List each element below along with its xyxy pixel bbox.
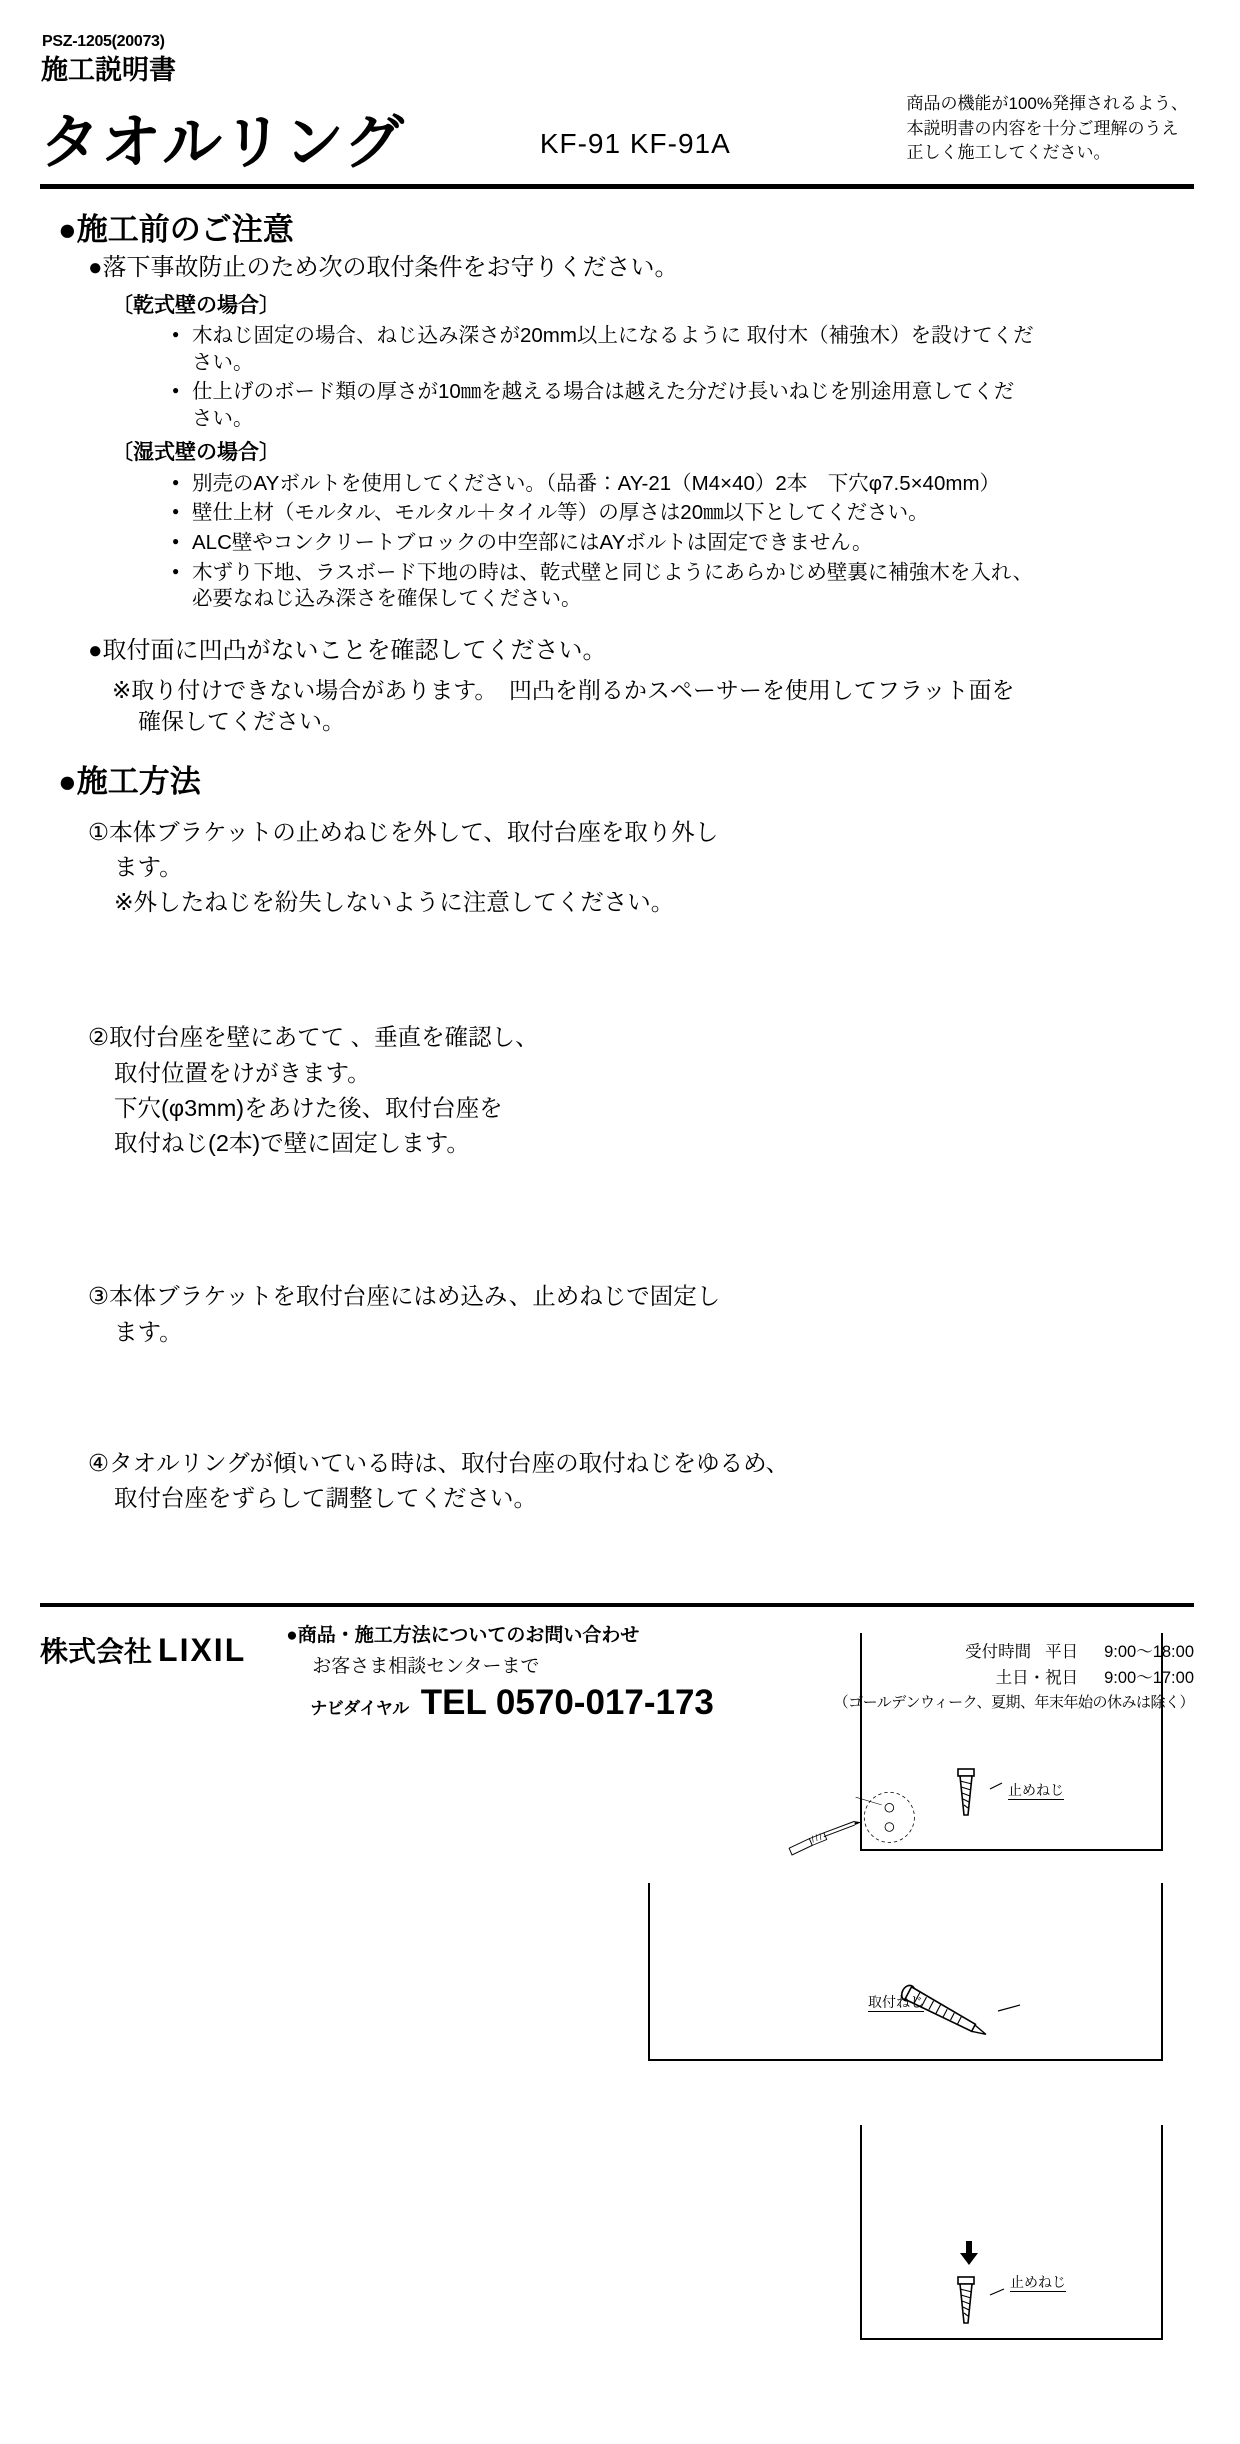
figure-label-mount-screw: 取付ねじ <box>868 1993 924 2010</box>
company-name: LIXIL <box>158 1632 247 1668</box>
step-1-line-1: ①本体ブラケットの止めねじを外して、取付台座を取り外し <box>88 818 719 845</box>
step-4-line-1: ④タオルリングが傾いている時は、取付台座の取付ねじをゆるめ、 <box>88 1449 790 1476</box>
header-note <box>907 92 1188 166</box>
flat-note-line-2: 確保してください。 <box>138 708 345 735</box>
page-title: タオルリング <box>40 108 405 176</box>
wet-item-1-line-1: 別売のAYボルトを使用してください。（品番：AY-21（M4×40）2本 下穴φ7.5×40mm） <box>192 471 1001 495</box>
navi-dial-label: ナビダイヤル <box>310 1699 409 1719</box>
step-4 <box>88 1446 868 1517</box>
figure-step-2-frame <box>648 1883 1163 2061</box>
contact-subtext: お客さま相談センターまで <box>312 1655 540 1677</box>
hours-weekday-row <box>834 1640 1194 1666</box>
dry-item-1-line-1: 木ねじ固定の場合、ねじ込み深さが20mm以上になるように 取付木（補強木）を設けてくだ <box>192 323 1034 347</box>
step-2 <box>88 1020 778 1161</box>
figure-step-3-screw-drawing <box>862 2233 1161 2444</box>
list-item <box>172 560 1122 613</box>
step-2-line-4: 取付ねじ(2本)で壁に固定します。 <box>114 1130 470 1157</box>
hours-weekend-row <box>834 1666 1194 1692</box>
wet-wall-subhead: 〔湿式壁の場合〕 <box>112 441 280 465</box>
wet-item-4-line-2: 必要なねじ込み深さを確保してください。 <box>192 587 582 611</box>
step-1-line-3: ※外したねじを紛失しないように注意してください。 <box>114 889 675 916</box>
header-note-line-1: 商品の機能が100%発揮されるよう、 <box>906 94 1188 114</box>
figure-step-2-drawing <box>650 1775 1161 1881</box>
figure-label-lock-screw: 止めねじ <box>1010 2273 1066 2290</box>
figure-step-3-lower <box>860 2125 1163 2340</box>
contact-block <box>286 1614 714 1723</box>
hours-weekend-time: 9:00〜17:00 <box>1104 1668 1194 1687</box>
header-note-line-3: 正しく施工してください。 <box>906 143 1111 163</box>
step-3-line-2: ます。 <box>114 1318 183 1345</box>
wet-item-4-line-1: 木ずり下地、ラスボード下地の時は、乾式壁と同じようにあらかじめ壁裏に補強木を入れ、 <box>192 560 1034 584</box>
list-item <box>172 530 1122 557</box>
step-3-line-1: ③本体ブラケットを取付台座にはめ込み、止めねじで固定し <box>88 1283 721 1310</box>
telephone-row <box>310 1683 714 1723</box>
document-kind: 施工説明書 <box>41 55 176 85</box>
precautions-lead: ●落下事故防止のため次の取付条件をお守りください。 <box>88 254 679 282</box>
flat-note-line-1: ※取り付けできない場合があります。 凹凸を削るかスペーサーを使用してフラット面を <box>112 677 1015 704</box>
header-divider <box>40 184 1194 189</box>
hours-weekend-day: 土日・祝日 <box>995 1668 1079 1687</box>
precautions-heading: ●施工前のご注意 <box>58 211 294 247</box>
step-3 <box>88 1279 778 1350</box>
wet-item-3-line-1: ALC壁やコンクリートブロックの中空部にはAYボルトは固定できません。 <box>192 531 873 555</box>
brand-logo <box>40 1614 246 1670</box>
contact-heading: ●商品・施工方法についてのお問い合わせ <box>286 1625 640 1646</box>
flat-surface-check: ●取付面に凹凸がないことを確認してください。 <box>88 637 607 664</box>
hours-weekday-day: 平日 <box>1045 1643 1079 1661</box>
header-note-line-2: 本説明書の内容を十分ご理解のうえ <box>906 118 1179 138</box>
title-row <box>40 92 1188 174</box>
document-header <box>0 0 1240 174</box>
telephone-number[interactable]: TEL 0570-017-173 <box>420 1683 714 1723</box>
hours-label: 受付時間 <box>965 1643 1032 1661</box>
document-footer <box>0 1614 1240 1723</box>
step-2-line-3: 下穴(φ3mm)をあけた後、取付台座を <box>114 1094 503 1121</box>
step-1-line-2: ます。 <box>114 853 183 880</box>
dry-item-1-line-2: さい。 <box>192 350 254 374</box>
dry-item-2-line-1: 仕上げのボード類の厚さが10㎜を越える場合は越えた分だけ長いねじを別途用意してくだ <box>192 380 1015 404</box>
step-1 <box>88 815 778 921</box>
list-item <box>172 471 1122 498</box>
dry-wall-subhead: 〔乾式壁の場合〕 <box>112 293 280 317</box>
figure-label-lock-screw: 止めねじ <box>1008 1781 1064 1798</box>
step-2-line-1: ②取付台座を壁にあてて 、垂直を確認し、 <box>88 1024 539 1051</box>
wet-item-2-line-1: 壁仕上材（モルタル、モルタル＋タイル等）の厚さは20㎜以下としてください。 <box>192 501 929 525</box>
business-hours <box>834 1614 1194 1714</box>
step-2-line-2: 取付位置をけがきます。 <box>114 1059 371 1086</box>
list-item <box>172 323 1122 376</box>
hours-weekday-time: 9:00〜18:00 <box>1104 1643 1194 1661</box>
model-codes: KF-91 KF-91A <box>539 127 731 159</box>
flat-surface-note <box>112 675 1112 737</box>
step-4-line-2: 取付台座をずらして調整してください。 <box>114 1485 537 1512</box>
list-item <box>172 500 1122 527</box>
list-item <box>172 379 1122 432</box>
hours-exception-note: （ゴールデンウィーク、夏期、年末年始の休みは除く） <box>833 1694 1194 1712</box>
company-prefix: 株式会社 <box>40 1636 153 1667</box>
method-heading: ●施工方法 <box>58 764 201 800</box>
dry-item-2-line-2: さい。 <box>192 406 254 430</box>
document-code: PSZ-1205(20073) <box>42 33 165 50</box>
footer-divider <box>40 1603 1194 1607</box>
